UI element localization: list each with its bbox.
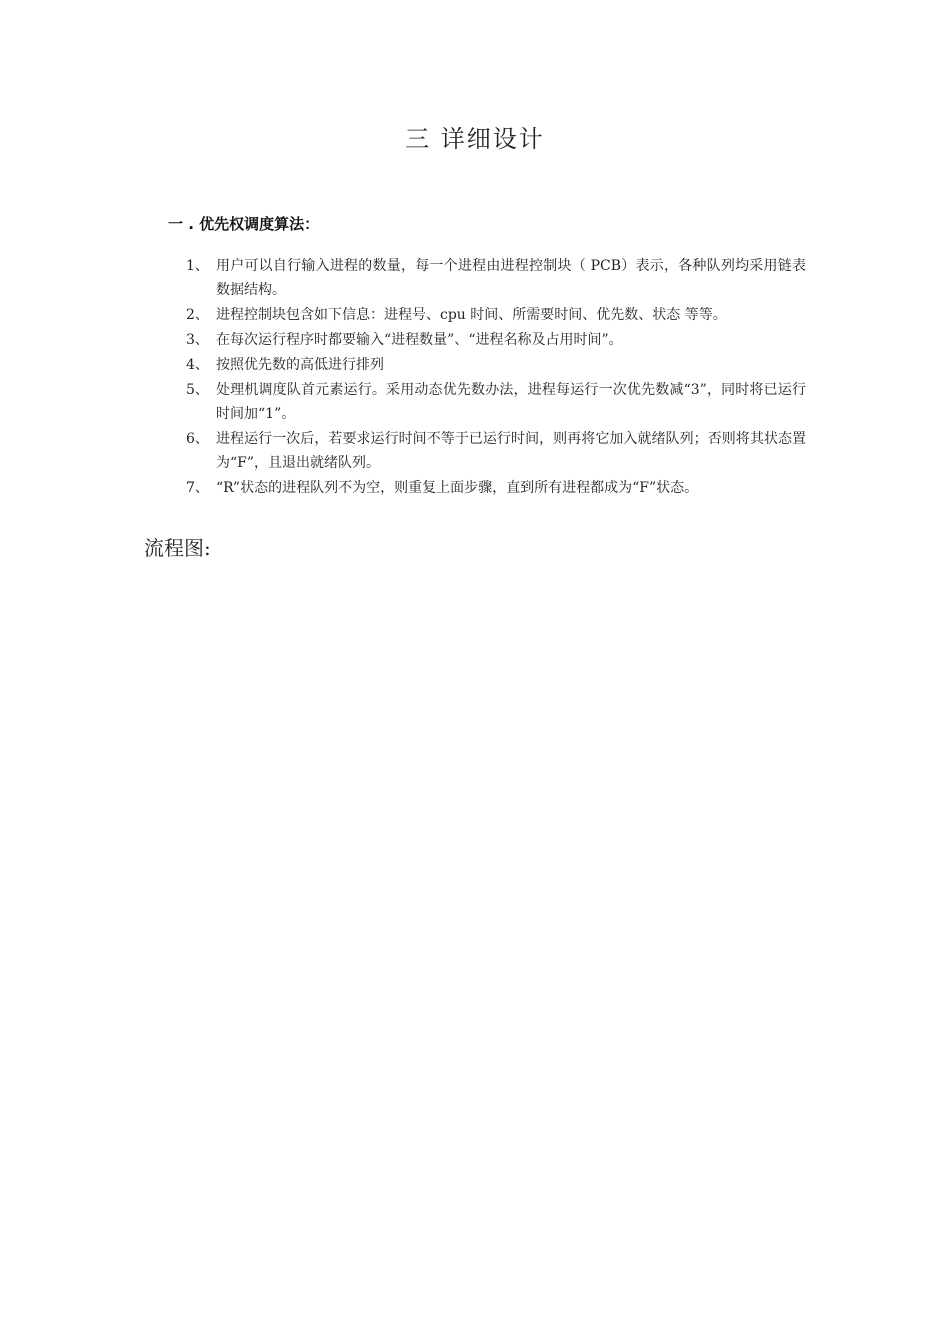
list-item [186, 353, 806, 377]
list-item [186, 476, 806, 500]
list-item [186, 303, 806, 327]
list-item [186, 254, 806, 302]
flowchart-label: 流程图: [144, 536, 211, 560]
list-item-number: 1、 [186, 258, 209, 274]
list-item [186, 328, 806, 352]
list-item-text: 按照优先数的高低进行排列 [216, 357, 384, 373]
list-item-number: 7、 [186, 480, 209, 496]
list-item [186, 378, 806, 426]
list-item-text: 处理机调度队首元素运行。采用动态优先数办法，进程每运行一次优先数减“3”，同时将已运行时间加“1”。 [216, 382, 806, 422]
list-item-text: 进程控制块包含如下信息：进程号、cpu 时间、所需要时间、优先数、状态 等等。 [216, 307, 727, 323]
list-item-number: 5、 [186, 382, 209, 398]
step-list [186, 254, 806, 501]
list-item-number: 2、 [186, 307, 209, 323]
list-item-text: 进程运行一次后，若要求运行时间不等于已运行时间，则再将它加入就绪队列；否则将其状态置为“F”，且退出就绪队列。 [216, 431, 806, 471]
section-heading: 一 . 优先权调度算法： [168, 215, 320, 233]
list-item-number: 6、 [186, 431, 209, 447]
list-item-number: 3、 [186, 332, 209, 348]
list-item-text: 在每次运行程序时都要输入“进程数量”、“进程名称及占用时间”。 [216, 332, 623, 348]
list-item-number: 4、 [186, 357, 209, 373]
page-title: 三 详细设计 [405, 125, 545, 153]
list-item-text: “R”状态的进程队列不为空，则重复上面步骤，直到所有进程都成为“F”状态。 [216, 480, 699, 496]
list-item-text: 用户可以自行输入进程的数量，每一个进程由进程控制块（ PCB）表示，各种队列均采用链表数据结构。 [216, 258, 806, 298]
list-item [186, 427, 806, 475]
